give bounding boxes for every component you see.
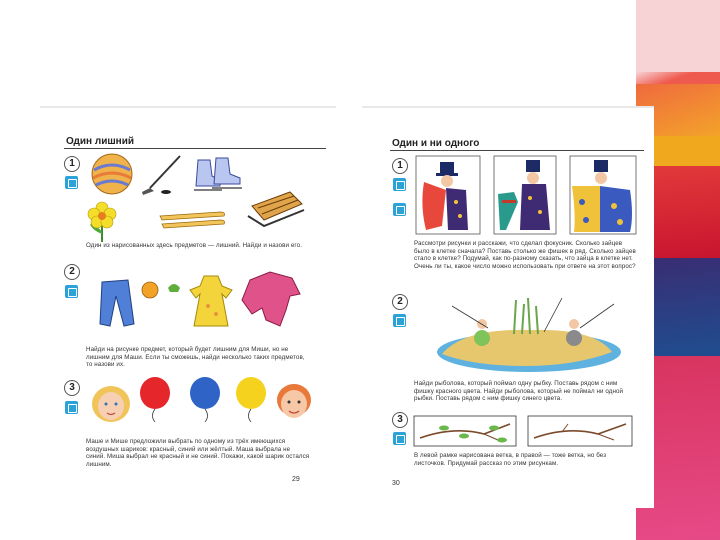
stripe-pink: [636, 0, 720, 72]
task-icon: [393, 203, 406, 216]
task-number: 2: [64, 264, 80, 280]
task-icon: [393, 432, 406, 445]
task-text: Рассмотри рисунки и расскажи, что сделал фокусник. Сколько зайцев было в клетке сначала? Поставь столько же фишек в ряд. Сколько зайцев стало в клетке? Подумай, как по-разному сказать, что зайца в клетке нет. Очень ли ты, какое число можно использовать при ответе на этот вопрос?: [414, 240, 636, 270]
yellow-balloon-illustration: [234, 376, 268, 424]
task-icon: [393, 314, 406, 327]
task-text: Один из нарисованных здесь предметов — лишний. Найди и назови его.: [86, 242, 303, 249]
task-number: 3: [64, 380, 80, 396]
page-number: 30: [392, 480, 400, 487]
task-icon: [393, 178, 406, 191]
sled-illustration: [246, 188, 306, 230]
stripe-red: [636, 72, 720, 84]
page-title: Один лишний: [66, 136, 135, 147]
task-text: Найди рыболова, который поймал одну рыбку. Поставь рядом с ним фишку красного цвета. Найди рыболова, который не поймал ни одной рыбки. Поставь рядом с ним фишку синего цвета.: [414, 380, 624, 403]
flower-illustration: [84, 200, 120, 242]
magician-picture-1: [416, 156, 480, 234]
blue-balloon-illustration: [188, 376, 222, 424]
pink-clothes-illustration: [240, 270, 302, 330]
skates-illustration: [190, 156, 246, 196]
page-number: 29: [292, 476, 300, 483]
magician-picture-3: [570, 156, 636, 234]
task-number: 1: [392, 158, 408, 174]
task-text: В левой рамке нарисована ветка, в правой — тоже ветка, но без листочков. Придумай рассказ по этим рисункам.: [414, 452, 607, 467]
task-text: Найди на рисунке предмет, который будет лишним для Миши, но не лишним для Маши. Если ты сможешь, найди несколько таких предметов, то назови их.: [86, 346, 305, 369]
title-rule: [64, 148, 326, 149]
ball-illustration: [90, 152, 134, 196]
task-number: 3: [392, 412, 408, 428]
toy-frog-illustration: [166, 280, 182, 294]
task-icon: [65, 285, 78, 298]
right-textbook-page: [362, 108, 654, 508]
task-number: 1: [64, 156, 80, 172]
magician-picture-2: [494, 156, 556, 234]
task-icon: [65, 176, 78, 189]
skis-illustration: [158, 208, 226, 230]
task-number: 2: [392, 294, 408, 310]
page-title: Один и ни одного: [392, 138, 480, 149]
red-balloon-illustration: [138, 376, 172, 424]
dress-illustration: [186, 272, 236, 330]
girl-face-illustration: [90, 384, 132, 424]
left-textbook-page: [40, 108, 336, 508]
task-text: Маше и Мише предложили выбрать по одному из трёх имеющихся воздушных шариков: красный, синий или жёлтый. Маша выбрала не синий. Миша выбрал не красный и не синий. Покажи, какой шарик остался лишним.: [86, 438, 310, 468]
boy-face-illustration: [274, 382, 314, 424]
orange-ball-illustration: [140, 280, 160, 300]
hockey-stick-illustration: [140, 154, 184, 196]
title-rule: [390, 150, 644, 151]
branch-with-leaves-frame: [414, 416, 516, 446]
bare-branch-frame: [528, 416, 632, 446]
trousers-illustration: [94, 278, 140, 328]
task-icon: [65, 401, 78, 414]
fishermen-illustration: [434, 294, 624, 374]
